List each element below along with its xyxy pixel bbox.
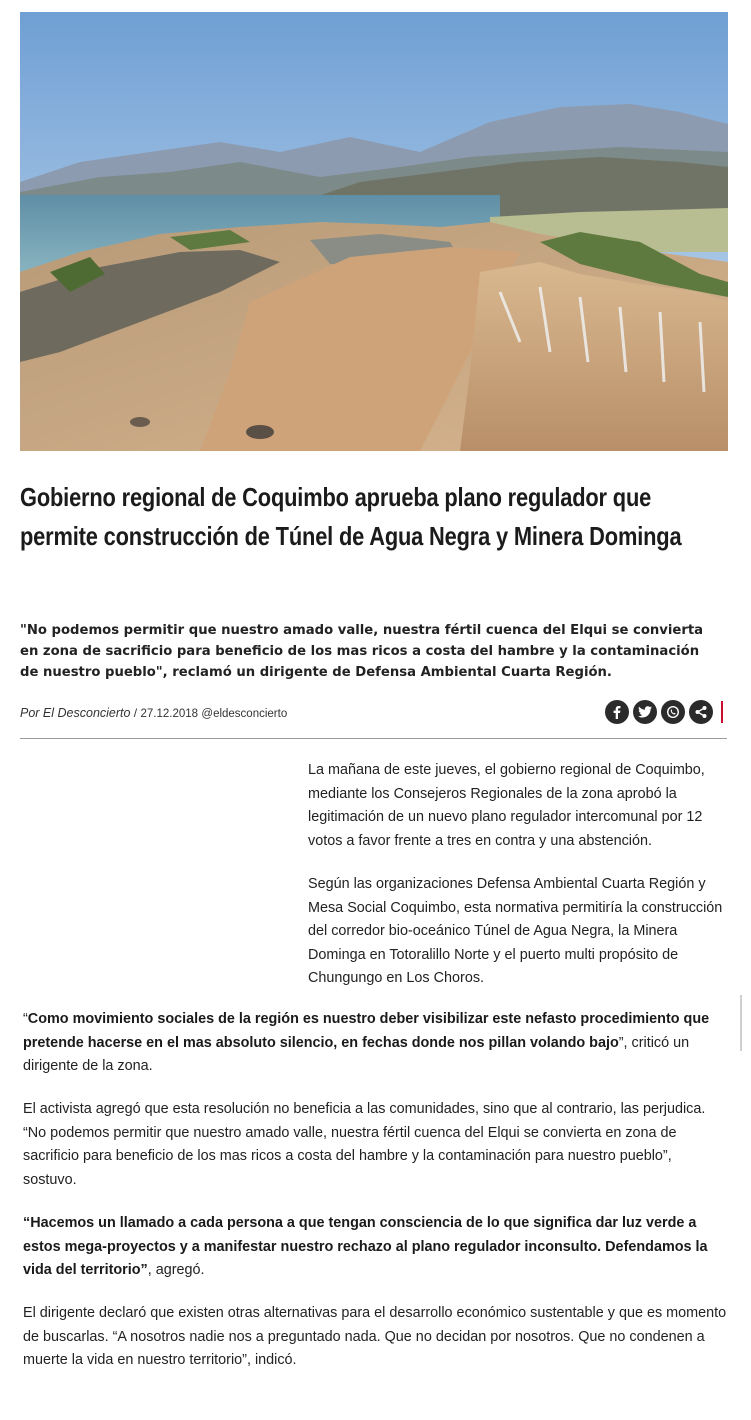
article-lead: "No podemos permitir que nuestro amado valle, nuestra fértil cuenca del Elqui se convierta en zona de sacrificio para beneficio de los mas ricos a costa del hambre y la contaminación de nuestro pueblo", reclamó un dirigente de Defensa Ambiental Cuarta Región. [20,623,704,680]
article-paragraph-5 [23,1212,728,1283]
quote-bold-1: Como movimiento sociales de la región es nuestro deber visibilizar este nefasto procedimiento que pretende hacerse en el mas absoluto silencio, en fechas donde nos pillan volando bajo [23,1011,710,1051]
article-paragraph-3 [23,1008,728,1079]
facebook-icon[interactable] [605,700,629,724]
quote-bold-2: “Hacemos un llamado a cada persona a que tengan consciencia de lo que significa dar luz verde a estos mega-proyectos y a manifestar nuestro rechazo al plano regulador inconsulto. Defendamos la vida del territorio” [23,1215,708,1278]
scrollbar[interactable] [740,995,742,1051]
share-icon[interactable] [689,700,713,724]
article-paragraph-1: La mañana de este jueves, el gobierno regional de Coquimbo, mediante los Consejeros Regionales de la zona aprobó la legitimación de un nuevo plano regulador intercomunal por 12 votos a favor frente a tres en contra y una abstención. [308,762,705,849]
byline-handle[interactable]: @eldesconcierto [201,708,288,720]
article-paragraph-4: El activista agregó que esta resolución no beneficia a las comunidades, sino que al contrario, las perjudica. “No podemos permitir que nuestro amado valle, nuestra fértil cuenca del Elqui se convierta en zona de sacrificio para beneficio de los mas ricos a costa del hambre y la contaminación para nuestro pueblo”, sostuvo. [23,1101,706,1188]
share-divider [721,701,723,723]
whatsapp-icon[interactable] [661,700,685,724]
byline [20,706,287,720]
article-paragraph-2: Según las organizaciones Defensa Ambiental Cuarta Región y Mesa Social Coquimbo, esta normativa permitiría la construcción del corredor bio-oceánico Túnel de Agua Negra, la Minera Dominga en Totoralillo Norte y el puerto multi propósito de Chungungo en Los Choros. [308,876,723,986]
article-paragraph-6: El dirigente declaró que existen otras alternativas para el desarrollo económico sustentable y que es momento de buscarlas. “A nosotros nadie nos a preguntado nada. Que no decidan por nosotros. Que no condenen a muerte la vida en nuestro territorio”, indicó. [23,1305,727,1368]
byline-author[interactable]: Por El Desconcierto [20,706,131,720]
share-bar [605,700,723,724]
quote-attribution-2: , agregó. [147,1262,205,1278]
article-headline: Gobierno regional de Coquimbo aprueba plano regulador que permite construcción de Túnel de Agua Negra y Minera Dominga [20,482,682,551]
quote-attribution-1: ”, criticó un dirigente de la zona. [23,1034,690,1074]
byline-separator: / [130,706,141,720]
hero-image [20,12,728,451]
byline-date: 27.12.2018 [140,708,199,720]
quote-open: “ [23,1011,28,1027]
byline-divider [20,738,727,739]
twitter-icon[interactable] [633,700,657,724]
coastal-landscape-image [20,12,728,451]
